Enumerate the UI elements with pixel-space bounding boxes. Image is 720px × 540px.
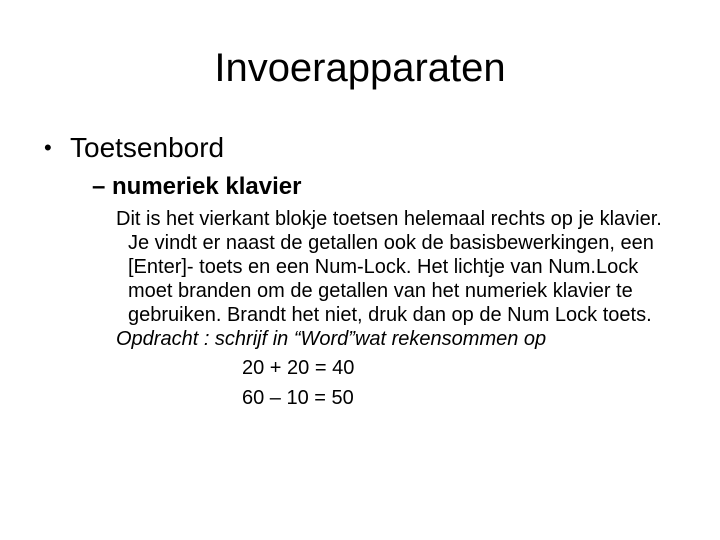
equation-2: 60 – 10 = 50 bbox=[242, 387, 354, 409]
assignment-text: Opdracht : schrijf in “Word”wat rekensommen op bbox=[116, 328, 547, 350]
body-text bbox=[116, 207, 676, 413]
description-paragraph: Dit is het vierkant blokje toetsen helemaal rechts op je klavier. Je vindt er naast de getallen ook de basisbewerkingen, een [Enter]- toets en een Num-Lock. Het lichtje van Num.Lock moet branden om de getallen van het numeriek klavier te gebruiken. Brandt het niet, druk dan op de Num Lock toets. bbox=[116, 208, 662, 326]
bullet-dot: • bbox=[44, 135, 52, 160]
equations-list bbox=[116, 351, 676, 413]
equation-1: 20 + 20 = 40 bbox=[242, 357, 355, 379]
bullet-label: Toetsenbord bbox=[70, 132, 225, 163]
sub-bullet-numeriek-klavier: – numeriek klavier bbox=[92, 173, 302, 200]
bullet-toetsenbord bbox=[44, 131, 224, 165]
slide-title: Invoerapparaten bbox=[214, 46, 506, 90]
